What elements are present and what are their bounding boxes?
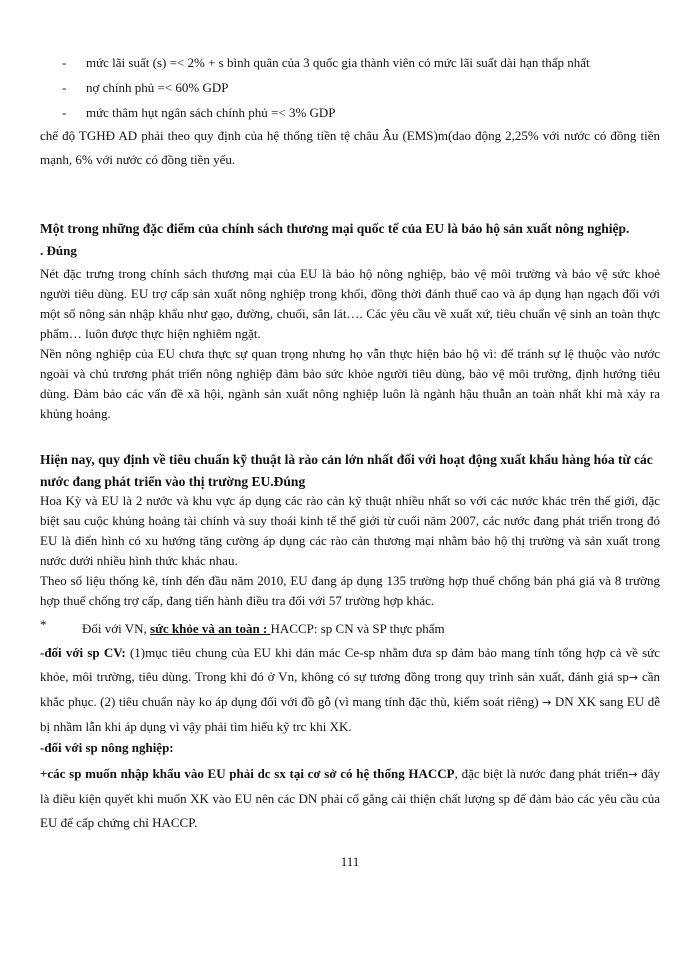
section1-heading: Một trong những đặc điểm của chính sách thương mại quốc tế của EU là bảo hộ sản xuất nông nghiệp. <box>40 221 630 236</box>
list-item: - nợ chính phủ =< 60% GDP <box>62 80 229 95</box>
intro-paragraph: chế độ TGHĐ AD phải theo quy định của hệ thống tiền tệ châu Âu (EMS)m(dao động 2,25% với nước có đồng tiền mạnh, 6% với nước có đồng tiền yếu. <box>40 128 660 167</box>
section1-paragraph-2: Nền nông nghiệp của EU chưa thực sự quan trọng nhưng họ vẫn thực hiện bảo hộ vì: để tránh sự lệ thuộc vào nước ngoài và chủ trương phát triển nông nghiệp đảm bảo sức khỏe người tiêu dùng, bảo vệ môi trường, định hướng tiêu dùng. Đảm bảo các vấn đề xã hội, ngành sản xuất nông nghiệp luôn là ngành hậu thuẫn an toàn nhất khi mà xảy ra khủng hoảng. <box>40 346 660 421</box>
page-number: 111 <box>340 854 360 869</box>
section1-answer: . Đúng <box>40 243 77 258</box>
section1-paragraph-1: Nét đặc trưng trong chính sách thương mại của EU là bảo hộ nông nghiệp, bảo vệ môi trường và bảo vệ sức khoẻ người tiêu dùng. EU trợ cấp sản xuất nông nghiệp trong khối, đồng thời đánh thuế cao và áp dụng hạn ngạch đối với một số nông sản nhập khẩu như gạo, đường, chuối, sắn lát…. Các yêu cầu về xuất xứ, tiêu chuẩn vệ sinh an toàn thực phẩm… luôn được thực hiện nghiêm ngặt. <box>40 266 660 341</box>
list-item: - mức lãi suất (s) =< 2% + s bình quân của 3 quốc gia thành viên có mức lãi suất dài hạn thấp nhất <box>62 55 590 70</box>
right-arrow-icon: → <box>542 696 552 709</box>
cv-paragraph: -đối với sp CV: (1)mục tiêu chung của EU khi dán mác Ce-sp nhằm đưa sp đảm bảo mang tính tổng hợp cả về sức khỏe, môi trường, tiêu dùng. Trong khi đó ở Vn, không có sự tương đồng trong quy trình sản xuất, đánh giá sp→ cần khắc phục. (2) tiêu chuẩn này ko áp dụng đối với đồ gỗ (vì mang tính đặc thù, kiểm soát riêng) → DN XK sang EU dễ bị nhầm lẫn khi áp dụng vì vậy phải tìm hiểu kỹ trc khi XK. <box>40 645 661 734</box>
criteria-list <box>62 50 662 125</box>
right-arrow-icon: → <box>628 768 638 781</box>
agri-paragraph: +các sp muốn nhập khẩu vào EU phải dc sx tại cơ sở có hệ thống HACCP, đặc biệt là nước đang phát triển→ đây là điều kiện quyết khi muốn XK vào EU nên các DN phải cố gắng cải thiện chất lượng sp để đảm bảo các yêu cầu của EU để cấp chứng chỉ HACCP. <box>40 766 660 830</box>
section2-heading: Hiện nay, quy định về tiêu chuẩn kỹ thuật là rào cản lớn nhất đối với hoạt động xuất khẩu hàng hóa từ các nước đang phát triển vào thị trường EU.Đúng <box>40 452 653 489</box>
section2-paragraph-1: Hoa Kỳ và EU là 2 nước và khu vực áp dụng các rào cản kỹ thuật nhiều nhất so với các nước khác trên thế giới, đặc biệt sau cuộc khủng hoảng tài chính và suy thoái kinh tế thế giới từ cuối năm 2007, các nước đang phát triển trong đó EU là điển hình có xu hướng tăng cường áp dụng các rào cản thương mại nhằm bảo hộ thị trường và sản xuất trong nước dưới nhiều hình thức khác nhau. <box>40 493 660 568</box>
list-item: - mức thâm hụt ngân sách chính phủ =< 3% GDP <box>62 105 336 120</box>
section2-paragraph-2: Theo số liệu thống kê, tính đến đầu năm 2010, EU đang áp dụng 135 trường hợp thuế chống bán phá giá và 8 trường hợp thuế chống trợ cấp, đang tiến hành điều tra đối với 57 trường hợp khác. <box>40 573 660 608</box>
agri-label: -đối với sp nông nghiệp: <box>40 740 174 755</box>
vn-line: Đối với VN, sức khỏe và an toàn : HACCP: sp CN và SP thực phẩm <box>82 621 445 636</box>
bullet-star: * <box>40 617 47 632</box>
right-arrow-icon: → <box>628 671 639 684</box>
